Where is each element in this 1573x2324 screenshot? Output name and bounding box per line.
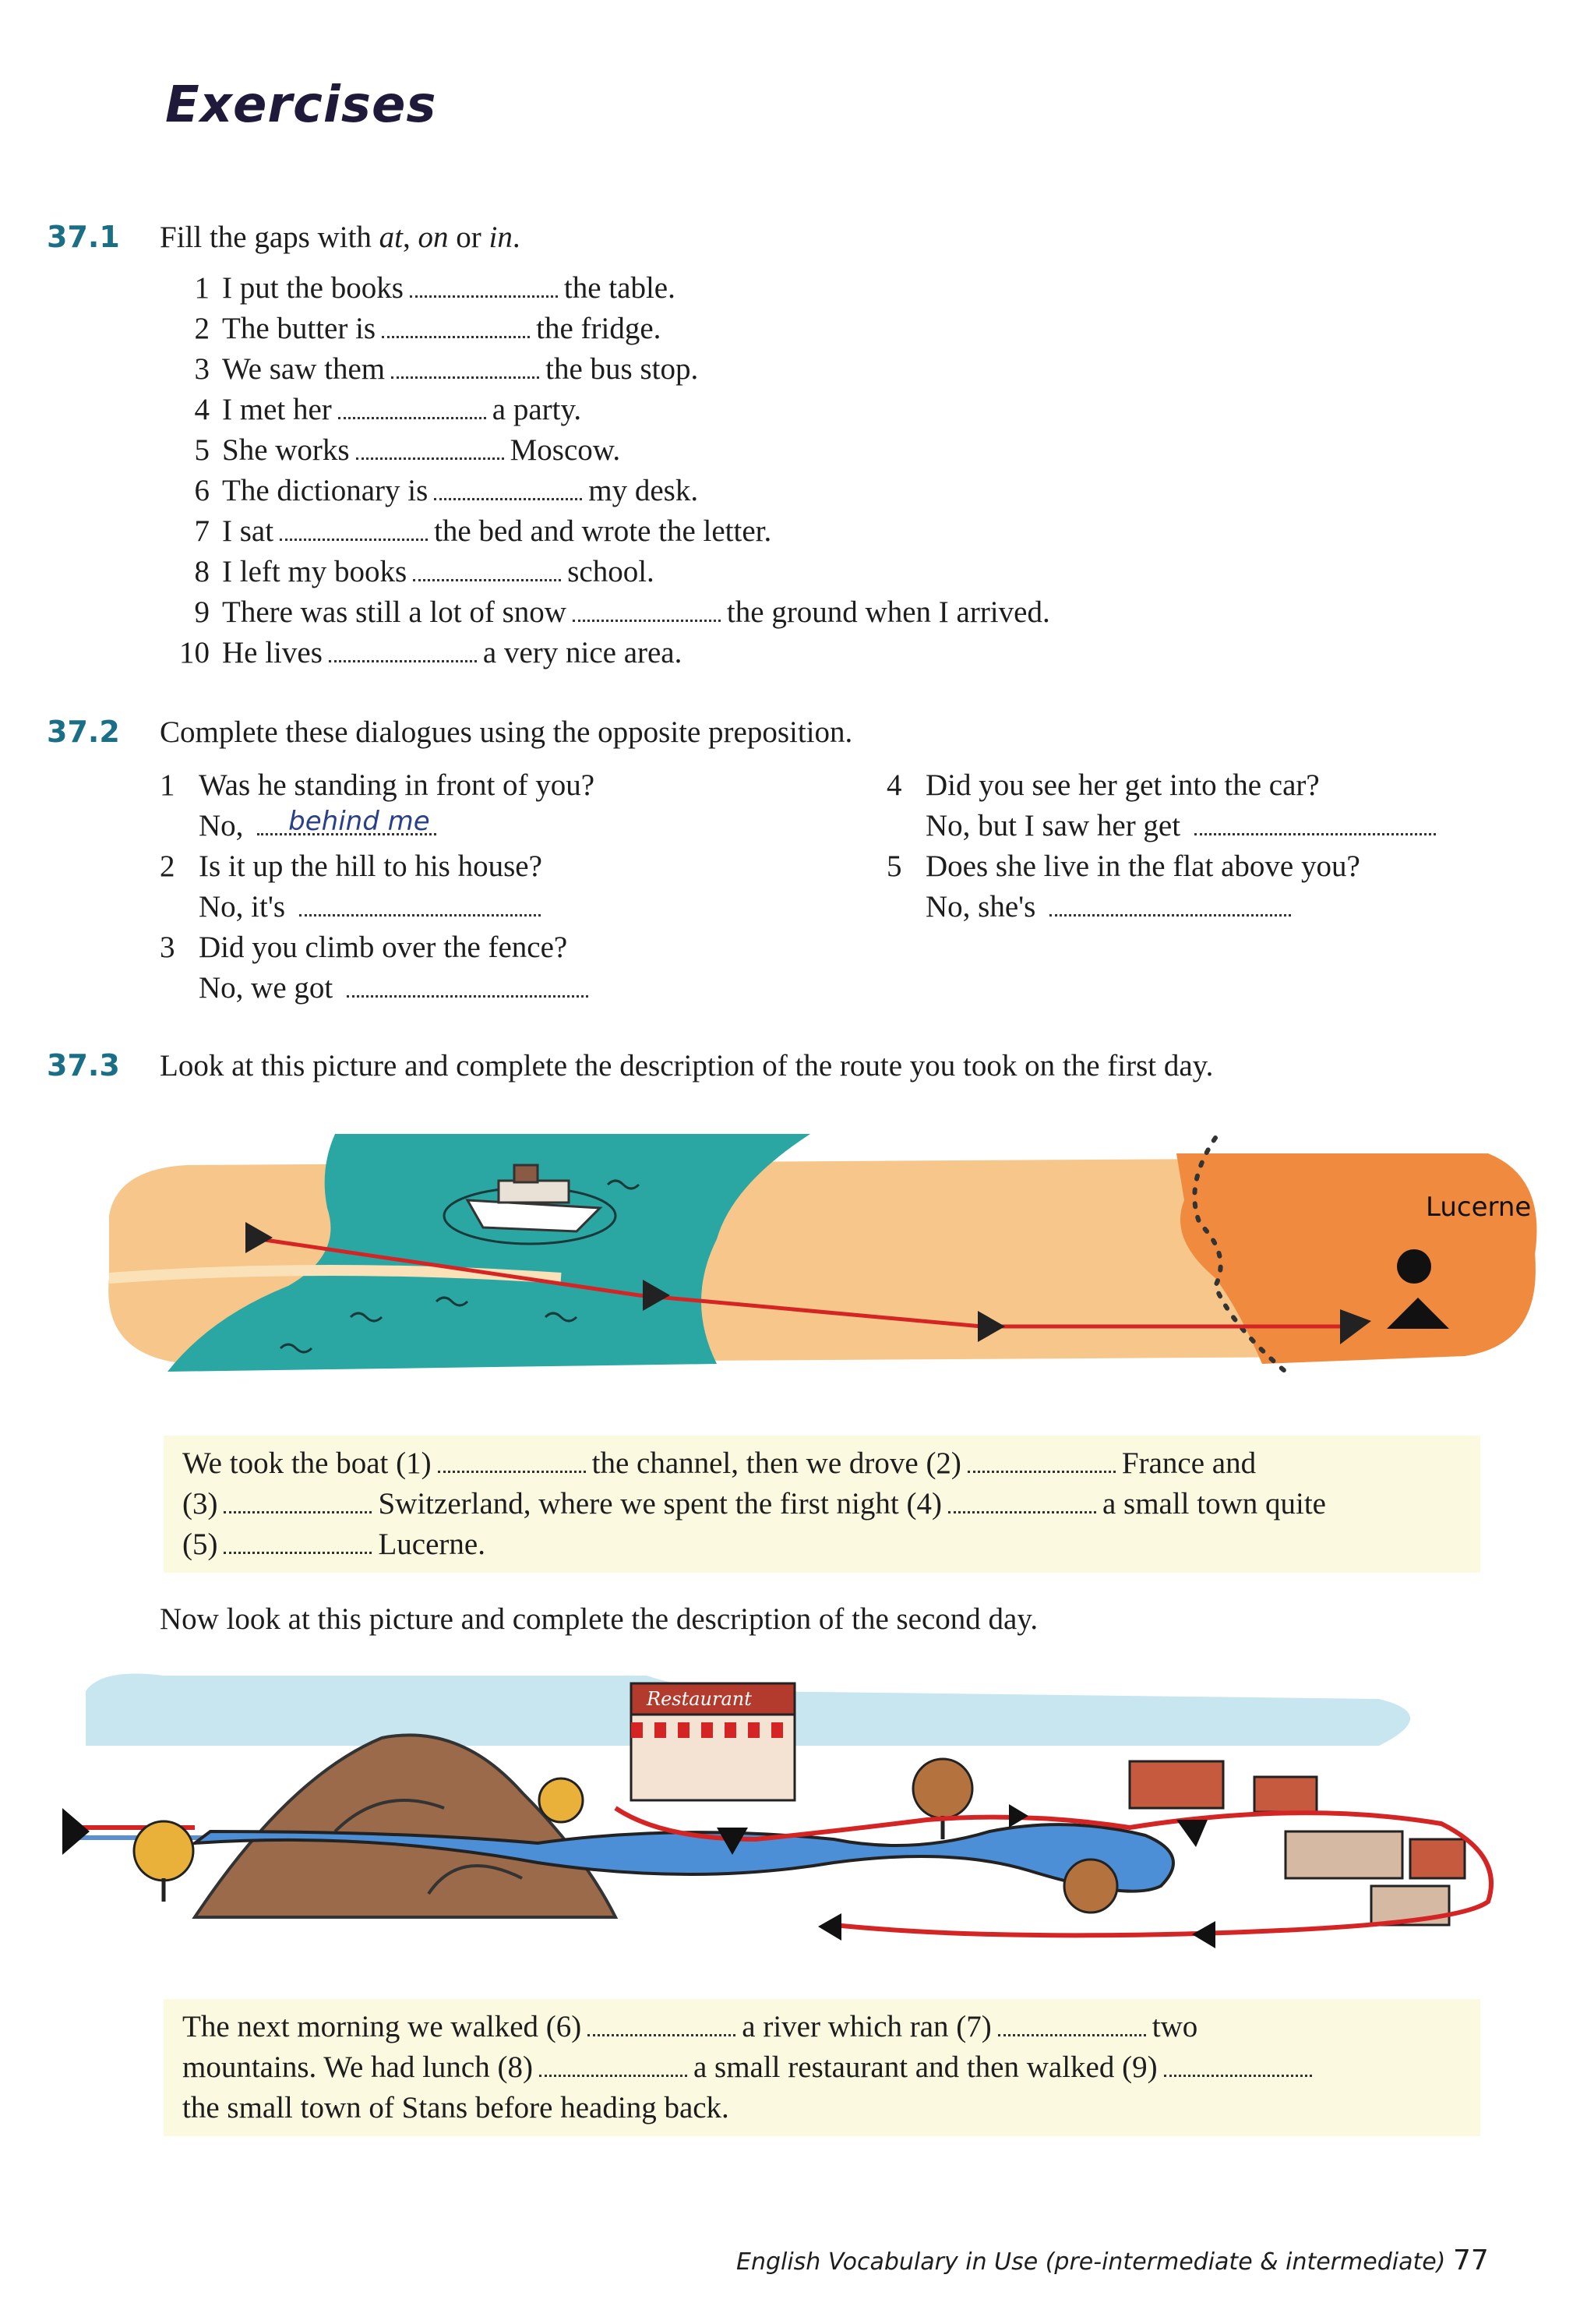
page-title: Exercises xyxy=(165,76,437,134)
page-number: 77 xyxy=(1453,2245,1489,2276)
gap-item: 9 There was still a lot of snow the ground when I arrived. xyxy=(194,595,1050,629)
tree-icon xyxy=(913,1759,972,1839)
route-arrow-icon xyxy=(1192,1921,1215,1948)
day-two-description: The next morning we walked (6) a river which ran (7) two mountains. We had lunch (8) a small restaurant and then walked (9) the small town of Stans before heading back. xyxy=(164,1999,1480,2136)
answer-blank[interactable] xyxy=(539,2054,687,2077)
answer-blank[interactable] xyxy=(329,639,477,662)
gap-item: 5 She works Moscow. xyxy=(194,433,621,467)
exercise-number-37-1: 37.1 xyxy=(47,220,120,254)
answer-blank[interactable] xyxy=(438,1450,586,1473)
gap-item: 7 I sat the bed and wrote the letter. xyxy=(194,514,772,548)
gap-item: 3 We saw them the bus stop. xyxy=(194,352,699,386)
gap-item: 8 I left my books school. xyxy=(194,555,654,588)
answer-blank[interactable] xyxy=(948,1490,1096,1513)
exercise-number-37-2: 37.2 xyxy=(47,715,120,749)
restaurant-icon xyxy=(631,1683,795,1800)
town-marker-icon xyxy=(1397,1249,1431,1284)
route-arrow-icon xyxy=(1176,1820,1208,1847)
answer-blank[interactable] xyxy=(434,477,582,500)
dialogue-item: 4 Did you see her get into the car? No, but I saw her get xyxy=(887,765,1442,846)
route-map-day-two xyxy=(55,1660,1535,1956)
gap-item: 10 He lives a very nice area. xyxy=(179,636,682,669)
dialogue-item: 5 Does she live in the flat above you? No, she's xyxy=(887,849,1360,924)
answer-blank[interactable] xyxy=(347,974,588,998)
exercise-number-37-3: 37.3 xyxy=(47,1048,120,1083)
gap-item: 6 The dictionary is my desk. xyxy=(194,474,699,507)
answer-blank[interactable] xyxy=(280,517,428,541)
gap-item: 2 The butter is the fridge. xyxy=(194,312,661,345)
answer-blank[interactable] xyxy=(413,558,561,581)
answer-blank[interactable] xyxy=(391,355,539,379)
route-arrow-icon xyxy=(62,1808,90,1855)
book-footer: English Vocabulary in Use (pre-intermediate & intermediate) xyxy=(736,2248,1446,2276)
answer-blank[interactable] xyxy=(587,2013,735,2036)
answer-blank[interactable] xyxy=(410,274,558,298)
exercise-instruction-day-two: Now look at this picture and complete the description of the second day. xyxy=(160,1602,1039,1636)
dialogue-item: 2 Is it up the hill to his house? No, it's xyxy=(160,849,542,924)
day-one-description: We took the boat (1) the channel, then we drove (2) France and (3) Switzerland, where we spent the first night (4) a small town quite (5) Lucerne. xyxy=(164,1436,1480,1573)
tree-icon xyxy=(539,1778,583,1822)
answer-blank[interactable] xyxy=(299,893,541,917)
village-icon xyxy=(1130,1761,1465,1925)
answer-blank[interactable] xyxy=(338,396,486,419)
svg-text:Restaurant: Restaurant xyxy=(647,1688,752,1710)
answer-blank[interactable] xyxy=(224,1531,372,1554)
handwritten-example: behind me xyxy=(288,806,430,837)
answer-blank[interactable] xyxy=(998,2013,1146,2036)
answer-blank[interactable] xyxy=(1049,893,1291,917)
tree-icon xyxy=(134,1821,193,1902)
answer-blank[interactable] xyxy=(257,806,436,837)
answer-blank[interactable] xyxy=(1164,2054,1312,2077)
tree-icon xyxy=(1064,1860,1117,1913)
route-map-day-one xyxy=(93,1122,1543,1387)
answer-blank[interactable] xyxy=(356,436,504,460)
exercise-instruction-37-2: Complete these dialogues using the opposite preposition. xyxy=(160,715,853,749)
answer-blank[interactable] xyxy=(382,315,530,338)
answer-blank[interactable] xyxy=(968,1450,1116,1473)
route-arrow-icon xyxy=(1009,1804,1028,1828)
exercise-instruction-37-3: Look at this picture and complete the description of the route you took on the first day. xyxy=(160,1049,1214,1083)
dialogue-item: 1 Was he standing in front of you? No, behind me xyxy=(160,768,595,842)
answer-blank[interactable] xyxy=(224,1490,372,1513)
route-arrow-icon xyxy=(818,1913,841,1941)
exercise-instruction-37-1: Fill the gaps with at, on or in. xyxy=(160,221,520,254)
answer-blank[interactable] xyxy=(1194,812,1436,835)
dialogue-item: 3 Did you climb over the fence? No, we got xyxy=(160,927,594,1008)
gap-item: 4 I met her a party. xyxy=(194,393,582,426)
answer-blank[interactable] xyxy=(573,599,721,622)
map-label-lucerne: Lucerne xyxy=(1426,1192,1532,1223)
gap-item: 1 I put the books the table. xyxy=(194,271,675,305)
